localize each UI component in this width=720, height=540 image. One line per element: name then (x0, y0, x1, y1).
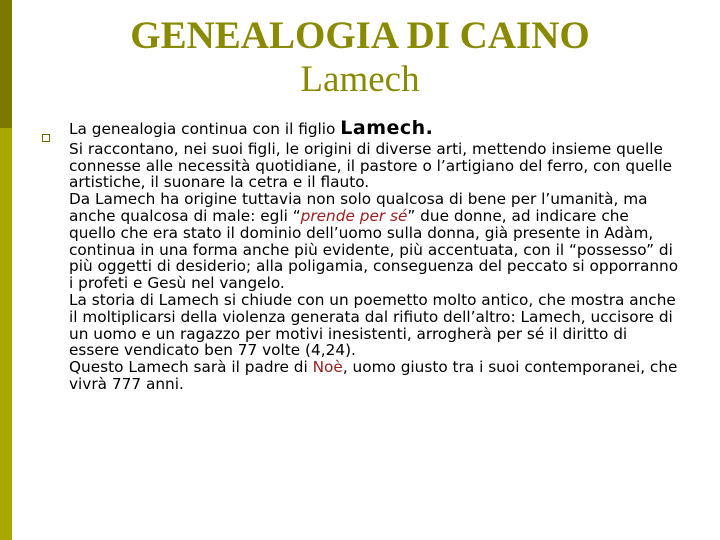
paragraph-2-end: ” due donne, ad indicare che quello che era stato il dominio dell’uomo sulla donna, già presente in Adàm, continua in una forma anche più evidente, più accentuata, con il “possesso” di più oggetti di desiderio; alla poligamia, conseguenza del peccato si opporranno i profeti e Gesù nel vangelo. (69, 206, 679, 293)
paragraph-4-start: Questo Lamech sarà il padre di (69, 358, 313, 377)
square-bullet-icon (42, 134, 50, 142)
intro-text: La genealogia continua con il figlio (69, 120, 341, 138)
intro-line (69, 117, 679, 139)
intro-name: Lamech. (340, 117, 434, 139)
paragraph-2 (69, 191, 679, 292)
slide-subtitle: Lamech (300, 59, 420, 100)
slide-body-text (69, 117, 679, 393)
paragraph-4-name: Noè (312, 358, 343, 377)
slide-title-block (90, 14, 630, 102)
paragraph-1: Si raccontano, nei suoi figli, le origini di diverse arti, mettendo insieme quelle connesse alle necessità quotidiane, il pastore o l’artigiano del ferro, con quelle artistiche, il suonare la cetra e il flauto. (69, 139, 673, 192)
paragraph-4-end: , uomo giusto tra i suoi contemporanei, che vivrà 777 anni. (69, 358, 678, 393)
left-accent-bar-top (0, 0, 12, 128)
paragraph-4 (69, 359, 679, 393)
paragraph-3: La storia di Lamech si chiude con un poemetto molto antico, che mostra anche il moltiplicarsi della violenza generata dal rifiuto dell’altro: Lamech, uccisore di un uomo e un ragazzo per motivi inesistenti, arrogherà per sé il diritto di essere vendicato ben 77 volte (4,24). (69, 290, 676, 360)
paragraph-2-start: Da Lamech ha origine tuttavia non solo qualcosa di bene per l’umanità, ma anche qualcosa di male: egli “ (69, 190, 648, 225)
slide-title: GENEALOGIA DI CAINO (130, 14, 590, 57)
paragraph-2-emphasis: prende per sé (300, 206, 408, 225)
